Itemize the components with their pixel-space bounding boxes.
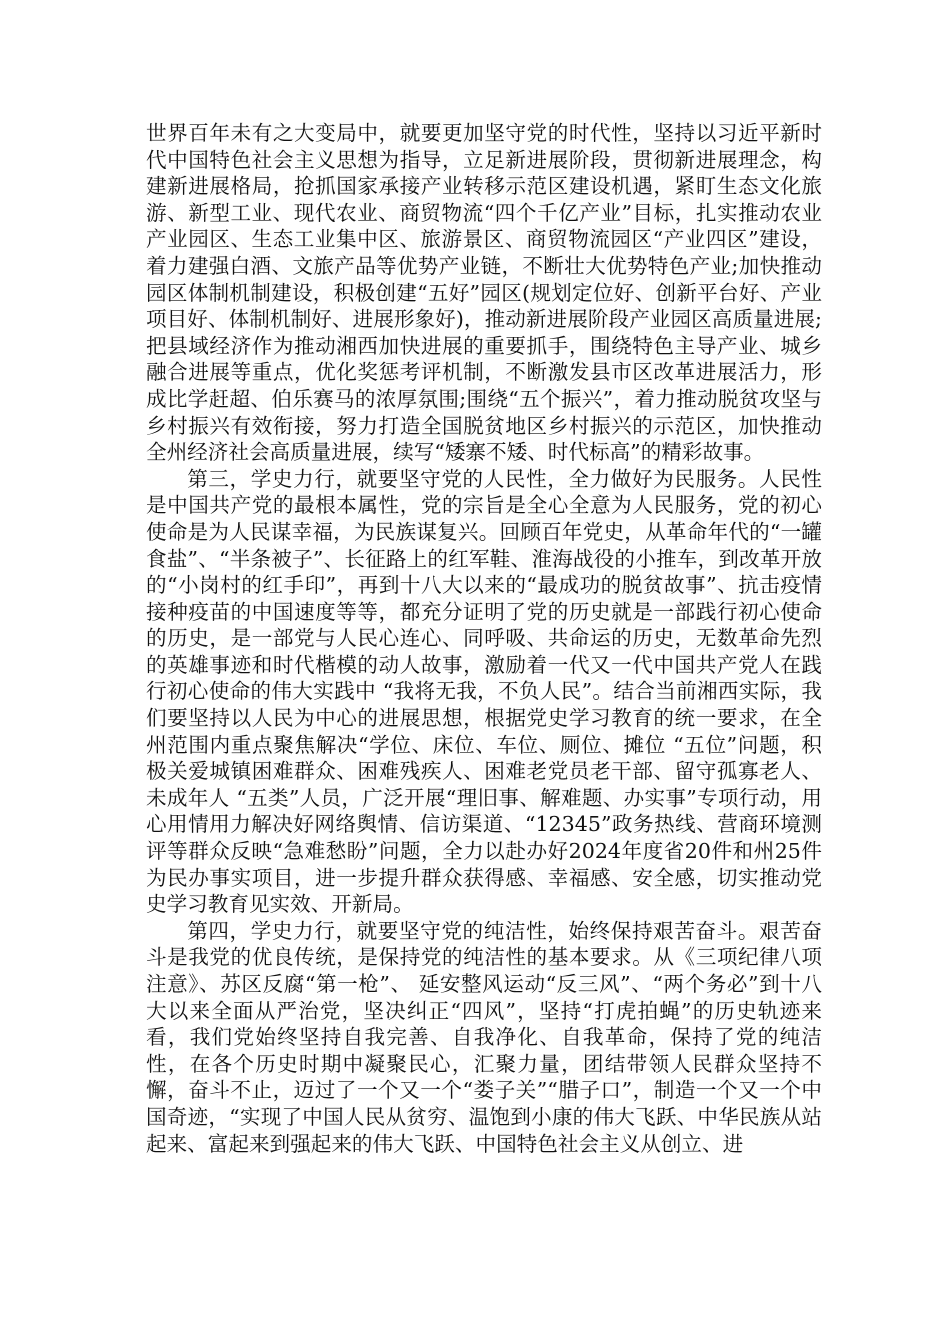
paragraph-third-point: 第三，学史力行，就要坚守党的人民性，全力做好为民服务。人民性是中国共产党的最根本属性，党的宗旨是全心全意为人民服务，党的初心使命是为人民谋幸福，为民族谋复兴。回顾百年党史，从革命年代的“一罐食盐”、“半条被子”、长征路上的红军鞋、淮海战役的小推车，到改革开放的“小岗村的红手印”，再到十八大以来的“最成功的脱贫故事”、抗击疫情接种疫苗的中国速度等等，都充分证明了党的历史就是一部践行初心使命的历史，是一部党与人民心连心、同呼吸、共命运的历史，无数革命先烈的英雄事迹和时代楷模的动人故事，激励着一代又一代中国共产党人在践行初心使命的伟大实践中 “我将无我，不负人民”。结合当前湘西实际，我们要坚持以人民为中心的进展思想，根据党史学习教育的统一要求，在全州范围内重点聚焦解决“学位、床位、车位、厕位、摊位 “五位”问题，积极关爱城镇困难群众、困难残疾人、困难老党员老干部、留守孤寡老人、未成年人 “五类”人员，广泛开展“理旧事、解难题、办实事”专项行动，用心用情用力解决好网络舆情、信访渠道、“12345”政务热线、营商环境测评等群众反映“急难愁盼”问题，全力以赴办好2024年度省20件和州25件为民办事实项目，进一步提升群众获得感、幸福感、安全感，切实推动党史学习教育见实效、开新局。 [146, 466, 822, 917]
paragraph-continuation: 世界百年未有之大变局中，就要更加坚守党的时代性，坚持以习近平新时代中国特色社会主义思想为指导，立足新进展阶段，贯彻新进展理念，构建新进展格局，抢抓国家承接产业转移示范区建设机遇，紧盯生态文化旅游、新型工业、现代农业、商贸物流“四个千亿产业”目标，扎实推动农业产业园区、生态工业集中区、旅游景区、商贸物流园区“产业四区”建设，着力建强白酒、文旅产品等优势产业链，不断壮大优势特色产业;加快推动园区体制机制建设，积极创建“五好”园区(规划定位好、创新平台好、产业项目好、体制机制好、进展形象好)，推动新进展阶段产业园区高质量进展;把县域经济作为推动湘西加快进展的重要抓手，围绕特色主导产业、城乡融合进展等重点，优化奖惩考评机制，不断激发县市区改革进展活力，形成比学赶超、伯乐赛马的浓厚氛围;围绕“五个振兴”，着力推动脱贫攻坚与乡村振兴有效衔接，努力打造全国脱贫地区乡村振兴的示范区，加快推动全州经济社会高质量进展，续写“矮寨不矮、时代标高”的精彩故事。 [146, 121, 822, 465]
document-body [146, 120, 822, 1157]
paragraph-fourth-point: 第四，学史力行，就要坚守党的纯洁性，始终保持艰苦奋斗。艰苦奋斗是我党的优良传统，是保持党的纯洁性的基本要求。从《三项纪律八项注意》、苏区反腐“第一枪”、 延安整风运动“反三风”、“两个务必”到十八大以来全面从严治党，坚决纠正“四风”，坚持“打虎拍蝇”的历史轨迹来看，我们党始终坚持自我完善、自我净化、自我革命，保持了党的纯洁性，在各个历史时期中凝聚民心，汇聚力量，团结带领人民群众坚持不懈，奋斗不止，迈过了一个又一个“娄子关”“腊子口”，制造一个又一个中国奇迹，“实现了中国人民从贫穷、温饱到小康的伟大飞跃、中华民族从站起来、富起来到强起来的伟大飞跃、中国特色社会主义从创立、进 [146, 918, 822, 1156]
